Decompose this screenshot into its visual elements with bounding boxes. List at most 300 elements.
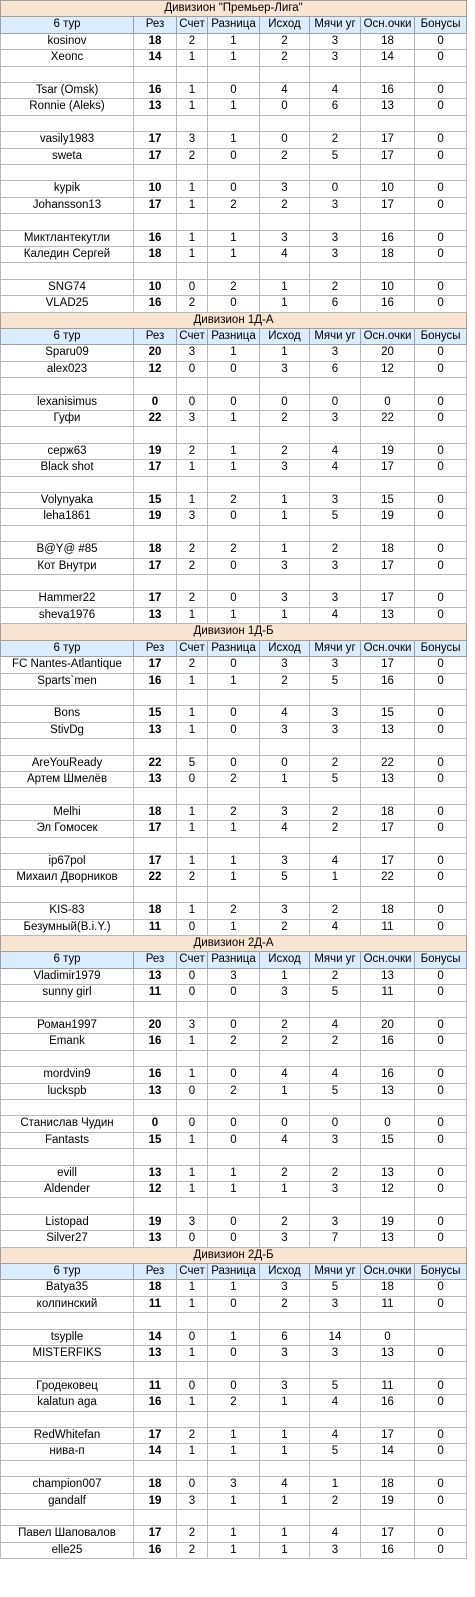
empty-cell xyxy=(310,214,361,230)
tour-label: 6 тур xyxy=(1,329,134,345)
column-header: Разница xyxy=(208,952,260,968)
player-name: Ronnie (Aleks) xyxy=(1,99,134,115)
stat-cell: 3 xyxy=(177,1017,208,1033)
stat-cell: 1 xyxy=(260,345,310,361)
player-name: Hammer22 xyxy=(1,591,134,607)
stat-cell: 16 xyxy=(361,1034,415,1050)
stat-cell: 17 xyxy=(361,853,415,869)
stat-cell: 0 xyxy=(415,443,467,459)
empty-cell xyxy=(415,837,467,853)
stat-cell: 13 xyxy=(361,99,415,115)
stat-cell: 3 xyxy=(310,197,361,213)
empty-cell xyxy=(177,1313,208,1329)
stat-cell: 2 xyxy=(260,1214,310,1230)
separator-row xyxy=(1,1001,467,1017)
result-cell: 18 xyxy=(134,247,177,263)
stat-cell: 1 xyxy=(208,1427,260,1443)
player-row xyxy=(1,1477,467,1493)
stat-cell: 0 xyxy=(361,394,415,410)
empty-cell xyxy=(361,739,415,755)
player-name: FC Nantes-Atlantique xyxy=(1,657,134,673)
empty-cell xyxy=(310,837,361,853)
player-name: ip67pol xyxy=(1,853,134,869)
player-row xyxy=(1,804,467,820)
empty-cell xyxy=(1,739,134,755)
empty-cell xyxy=(134,165,177,181)
result-cell: 11 xyxy=(134,985,177,1001)
empty-cell xyxy=(361,1460,415,1476)
stat-cell: 0 xyxy=(415,870,467,886)
empty-cell xyxy=(208,214,260,230)
stat-cell: 2 xyxy=(310,279,361,295)
result-cell: 15 xyxy=(134,1132,177,1148)
empty-cell xyxy=(415,788,467,804)
player-name: MISTERFIKS xyxy=(1,1345,134,1361)
stat-cell: 0 xyxy=(415,99,467,115)
stat-cell: 0 xyxy=(177,1477,208,1493)
empty-cell xyxy=(208,378,260,394)
stat-cell: 0 xyxy=(415,1214,467,1230)
empty-cell xyxy=(208,575,260,591)
tour-label: 6 тур xyxy=(1,640,134,656)
stat-cell: 0 xyxy=(415,673,467,689)
empty-cell xyxy=(260,575,310,591)
stat-cell: 4 xyxy=(260,247,310,263)
stat-cell: 18 xyxy=(361,33,415,49)
empty-cell xyxy=(310,427,361,443)
stat-cell: 0 xyxy=(415,1444,467,1460)
result-cell: 20 xyxy=(134,1017,177,1033)
stat-cell: 1 xyxy=(208,1444,260,1460)
result-cell: 16 xyxy=(134,1542,177,1558)
player-name: alex023 xyxy=(1,361,134,377)
tour-label: 6 тур xyxy=(1,1263,134,1279)
player-row xyxy=(1,919,467,935)
empty-cell xyxy=(361,689,415,705)
empty-cell xyxy=(310,66,361,82)
stat-cell: 1 xyxy=(177,1132,208,1148)
player-row xyxy=(1,607,467,623)
stat-cell: 17 xyxy=(361,1427,415,1443)
player-row xyxy=(1,1427,467,1443)
separator-row xyxy=(1,214,467,230)
empty-cell xyxy=(1,165,134,181)
empty-cell xyxy=(208,1099,260,1115)
stat-cell: 1 xyxy=(208,673,260,689)
stat-cell: 17 xyxy=(361,148,415,164)
player-row xyxy=(1,493,467,509)
stat-cell: 1 xyxy=(208,1181,260,1197)
empty-cell xyxy=(134,1510,177,1526)
stat-cell: 1 xyxy=(208,411,260,427)
empty-cell xyxy=(134,1411,177,1427)
empty-cell xyxy=(310,263,361,279)
result-cell: 10 xyxy=(134,181,177,197)
empty-cell xyxy=(208,66,260,82)
player-row xyxy=(1,1165,467,1181)
empty-cell xyxy=(134,427,177,443)
empty-cell xyxy=(208,1362,260,1378)
column-header: Рез xyxy=(134,329,177,345)
player-name: Emank xyxy=(1,1034,134,1050)
column-header: Осн.очки xyxy=(361,329,415,345)
player-name: elle25 xyxy=(1,1542,134,1558)
result-cell: 22 xyxy=(134,755,177,771)
empty-cell xyxy=(177,1362,208,1378)
empty-cell xyxy=(415,378,467,394)
stat-cell: 3 xyxy=(310,722,361,738)
empty-cell xyxy=(134,214,177,230)
stat-cell: 2 xyxy=(310,755,361,771)
stat-cell: 1 xyxy=(260,1542,310,1558)
stat-cell: 5 xyxy=(310,1378,361,1394)
stat-cell: 0 xyxy=(415,148,467,164)
player-row xyxy=(1,443,467,459)
stat-cell: 0 xyxy=(208,296,260,312)
result-cell: 12 xyxy=(134,361,177,377)
player-name: Johansson13 xyxy=(1,197,134,213)
stat-cell: 0 xyxy=(208,181,260,197)
empty-cell xyxy=(260,1198,310,1214)
stat-cell: 3 xyxy=(260,361,310,377)
empty-cell xyxy=(260,886,310,902)
stat-cell: 2 xyxy=(310,132,361,148)
empty-cell xyxy=(177,788,208,804)
separator-row xyxy=(1,886,467,902)
empty-cell xyxy=(260,1099,310,1115)
column-header: Исход xyxy=(260,640,310,656)
stat-cell: 0 xyxy=(415,1067,467,1083)
player-row xyxy=(1,1395,467,1411)
player-row xyxy=(1,296,467,312)
stat-cell: 6 xyxy=(310,99,361,115)
stat-cell: 1 xyxy=(177,83,208,99)
player-name: kosinov xyxy=(1,33,134,49)
stat-cell: 1 xyxy=(310,870,361,886)
empty-cell xyxy=(208,1411,260,1427)
stat-cell: 1 xyxy=(208,1165,260,1181)
player-name: kalatun aga xyxy=(1,1395,134,1411)
stat-cell: 4 xyxy=(310,919,361,935)
stat-cell: 1 xyxy=(260,968,310,984)
stat-cell: 3 xyxy=(310,706,361,722)
stat-cell: 4 xyxy=(310,460,361,476)
division-title-row xyxy=(1,1,467,17)
empty-cell xyxy=(134,1149,177,1165)
player-name: Эл Гомосек xyxy=(1,821,134,837)
separator-row xyxy=(1,1411,467,1427)
player-name: Listopad xyxy=(1,1214,134,1230)
empty-cell xyxy=(208,788,260,804)
stat-cell: 0 xyxy=(415,821,467,837)
empty-cell xyxy=(260,1050,310,1066)
stat-cell: 0 xyxy=(177,919,208,935)
empty-cell xyxy=(260,1001,310,1017)
stat-cell: 17 xyxy=(361,558,415,574)
player-name: Михаил Дворников xyxy=(1,870,134,886)
stat-cell: 5 xyxy=(310,1083,361,1099)
stat-cell: 1 xyxy=(208,919,260,935)
stat-cell: 0 xyxy=(415,1526,467,1542)
empty-cell xyxy=(260,1149,310,1165)
result-cell: 16 xyxy=(134,1034,177,1050)
empty-cell xyxy=(260,263,310,279)
stat-cell: 2 xyxy=(177,148,208,164)
stat-cell: 3 xyxy=(310,591,361,607)
stat-cell: 5 xyxy=(310,1444,361,1460)
player-row xyxy=(1,83,467,99)
stat-cell: 16 xyxy=(361,296,415,312)
stat-cell: 4 xyxy=(310,1427,361,1443)
player-row xyxy=(1,903,467,919)
column-header: Рез xyxy=(134,952,177,968)
player-row xyxy=(1,345,467,361)
player-row xyxy=(1,148,467,164)
stat-cell: 1 xyxy=(177,804,208,820)
stat-cell: 6 xyxy=(310,296,361,312)
stat-cell: 5 xyxy=(310,985,361,1001)
stat-cell: 0 xyxy=(260,394,310,410)
empty-cell xyxy=(1,1362,134,1378)
stat-cell: 22 xyxy=(361,411,415,427)
empty-cell xyxy=(415,689,467,705)
stat-cell: 1 xyxy=(208,50,260,66)
player-row xyxy=(1,247,467,263)
stat-cell: 0 xyxy=(208,394,260,410)
division-title: Дивизион 2Д-А xyxy=(1,935,467,951)
stat-cell: 3 xyxy=(310,50,361,66)
column-header: Разница xyxy=(208,1263,260,1279)
stat-cell: 3 xyxy=(310,247,361,263)
empty-cell xyxy=(361,165,415,181)
player-name: StivDg xyxy=(1,722,134,738)
stat-cell: 17 xyxy=(361,657,415,673)
stat-cell: 3 xyxy=(260,657,310,673)
stat-cell: 16 xyxy=(361,673,415,689)
separator-row xyxy=(1,1313,467,1329)
stat-cell: 1 xyxy=(208,821,260,837)
stat-cell: 0 xyxy=(415,1231,467,1247)
stat-cell: 2 xyxy=(177,870,208,886)
stat-cell: 3 xyxy=(260,903,310,919)
stat-cell: 0 xyxy=(177,968,208,984)
separator-row xyxy=(1,1460,467,1476)
separator-row xyxy=(1,1362,467,1378)
stat-cell: 3 xyxy=(310,411,361,427)
stat-cell: 0 xyxy=(415,1280,467,1296)
stat-cell: 1 xyxy=(260,509,310,525)
empty-cell xyxy=(134,263,177,279)
player-name: Кот Внутри xyxy=(1,558,134,574)
stat-cell: 2 xyxy=(208,542,260,558)
stat-cell: 18 xyxy=(361,542,415,558)
stat-cell: 0 xyxy=(415,230,467,246)
result-cell: 18 xyxy=(134,903,177,919)
result-cell: 17 xyxy=(134,132,177,148)
player-row xyxy=(1,411,467,427)
stat-cell: 13 xyxy=(361,1345,415,1361)
result-cell: 17 xyxy=(134,821,177,837)
stat-cell: 4 xyxy=(260,821,310,837)
player-row xyxy=(1,1526,467,1542)
separator-row xyxy=(1,1099,467,1115)
empty-cell xyxy=(361,788,415,804)
stat-cell: 19 xyxy=(361,509,415,525)
stat-cell: 0 xyxy=(177,1083,208,1099)
stat-cell: 12 xyxy=(361,361,415,377)
result-cell: 18 xyxy=(134,542,177,558)
stat-cell: 0 xyxy=(415,296,467,312)
column-header-row xyxy=(1,640,467,656)
player-row xyxy=(1,771,467,787)
column-header: Исход xyxy=(260,17,310,33)
stat-cell: 13 xyxy=(361,722,415,738)
stat-cell: 1 xyxy=(177,50,208,66)
stat-cell: 0 xyxy=(415,197,467,213)
stat-cell: 2 xyxy=(208,197,260,213)
stat-cell: 0 xyxy=(177,1378,208,1394)
stat-cell: 2 xyxy=(177,1542,208,1558)
stat-cell: 3 xyxy=(310,1296,361,1312)
stat-cell xyxy=(415,1329,467,1345)
column-header: Счет xyxy=(177,1263,208,1279)
empty-cell xyxy=(361,1411,415,1427)
separator-row xyxy=(1,378,467,394)
empty-cell xyxy=(1,1198,134,1214)
stat-cell: 0 xyxy=(177,985,208,1001)
empty-cell xyxy=(134,689,177,705)
stat-cell: 17 xyxy=(361,1526,415,1542)
stat-cell: 3 xyxy=(260,230,310,246)
empty-cell xyxy=(1,1313,134,1329)
empty-cell xyxy=(208,1510,260,1526)
stat-cell: 10 xyxy=(361,279,415,295)
stat-cell: 1 xyxy=(208,99,260,115)
stat-cell: 1 xyxy=(260,1493,310,1509)
player-row xyxy=(1,1116,467,1132)
result-cell: 17 xyxy=(134,460,177,476)
stat-cell: 1 xyxy=(260,542,310,558)
stat-cell: 1 xyxy=(310,1477,361,1493)
player-name: kypik xyxy=(1,181,134,197)
stat-cell: 15 xyxy=(361,493,415,509)
stat-cell: 0 xyxy=(415,919,467,935)
player-name: AreYouReady xyxy=(1,755,134,771)
separator-row xyxy=(1,476,467,492)
result-cell: 14 xyxy=(134,50,177,66)
stat-cell: 0 xyxy=(415,50,467,66)
empty-cell xyxy=(310,886,361,902)
stat-cell: 1 xyxy=(177,1395,208,1411)
stat-cell: 3 xyxy=(260,591,310,607)
stat-cell: 0 xyxy=(415,968,467,984)
stat-cell: 2 xyxy=(310,968,361,984)
separator-row xyxy=(1,115,467,131)
empty-cell xyxy=(208,886,260,902)
stat-cell: 18 xyxy=(361,903,415,919)
stat-cell: 4 xyxy=(260,83,310,99)
stat-cell: 0 xyxy=(208,657,260,673)
empty-cell xyxy=(361,427,415,443)
stat-cell: 17 xyxy=(361,460,415,476)
empty-cell xyxy=(361,66,415,82)
empty-cell xyxy=(310,1198,361,1214)
empty-cell xyxy=(208,115,260,131)
stat-cell: 14 xyxy=(361,50,415,66)
empty-cell xyxy=(134,1460,177,1476)
empty-cell xyxy=(208,837,260,853)
column-header: Бонусы xyxy=(415,640,467,656)
empty-cell xyxy=(361,886,415,902)
player-name: Volynyaka xyxy=(1,493,134,509)
player-name: Роман1997 xyxy=(1,1017,134,1033)
player-row xyxy=(1,1231,467,1247)
empty-cell xyxy=(260,115,310,131)
empty-cell xyxy=(310,575,361,591)
result-cell: 13 xyxy=(134,1165,177,1181)
empty-cell xyxy=(310,525,361,541)
stat-cell: 4 xyxy=(310,1395,361,1411)
stat-cell: 0 xyxy=(177,1116,208,1132)
separator-row xyxy=(1,165,467,181)
stat-cell: 4 xyxy=(310,1067,361,1083)
stat-cell: 2 xyxy=(260,33,310,49)
empty-cell xyxy=(208,1149,260,1165)
player-row xyxy=(1,230,467,246)
result-cell: 13 xyxy=(134,1345,177,1361)
stat-cell: 0 xyxy=(415,771,467,787)
stat-cell: 3 xyxy=(260,181,310,197)
stat-cell: 17 xyxy=(361,591,415,607)
stat-cell: 0 xyxy=(177,361,208,377)
column-header: Бонусы xyxy=(415,17,467,33)
empty-cell xyxy=(415,1362,467,1378)
stat-cell: 1 xyxy=(177,706,208,722)
stat-cell: 1 xyxy=(208,1526,260,1542)
stat-cell: 1 xyxy=(208,132,260,148)
stat-cell: 16 xyxy=(361,83,415,99)
separator-row xyxy=(1,1510,467,1526)
stat-cell: 13 xyxy=(361,1231,415,1247)
result-cell: 17 xyxy=(134,148,177,164)
stat-cell: 1 xyxy=(260,1444,310,1460)
column-header: Бонусы xyxy=(415,329,467,345)
empty-cell xyxy=(134,476,177,492)
empty-cell xyxy=(1,378,134,394)
stat-cell: 3 xyxy=(260,460,310,476)
empty-cell xyxy=(310,115,361,131)
player-row xyxy=(1,1329,467,1345)
empty-cell xyxy=(310,1510,361,1526)
stat-cell: 2 xyxy=(310,1493,361,1509)
player-name: Артем Шмелёв xyxy=(1,771,134,787)
empty-cell xyxy=(134,1001,177,1017)
stat-cell: 2 xyxy=(208,1083,260,1099)
stat-cell: 4 xyxy=(260,1132,310,1148)
column-header: Разница xyxy=(208,17,260,33)
stat-cell: 0 xyxy=(415,493,467,509)
player-name: Aldender xyxy=(1,1181,134,1197)
empty-cell xyxy=(177,427,208,443)
stat-cell: 3 xyxy=(310,1345,361,1361)
separator-row xyxy=(1,66,467,82)
separator-row xyxy=(1,1050,467,1066)
stat-cell: 0 xyxy=(361,1329,415,1345)
empty-cell xyxy=(177,1050,208,1066)
stat-cell: 3 xyxy=(310,1132,361,1148)
stat-cell: 0 xyxy=(415,411,467,427)
empty-cell xyxy=(415,1149,467,1165)
